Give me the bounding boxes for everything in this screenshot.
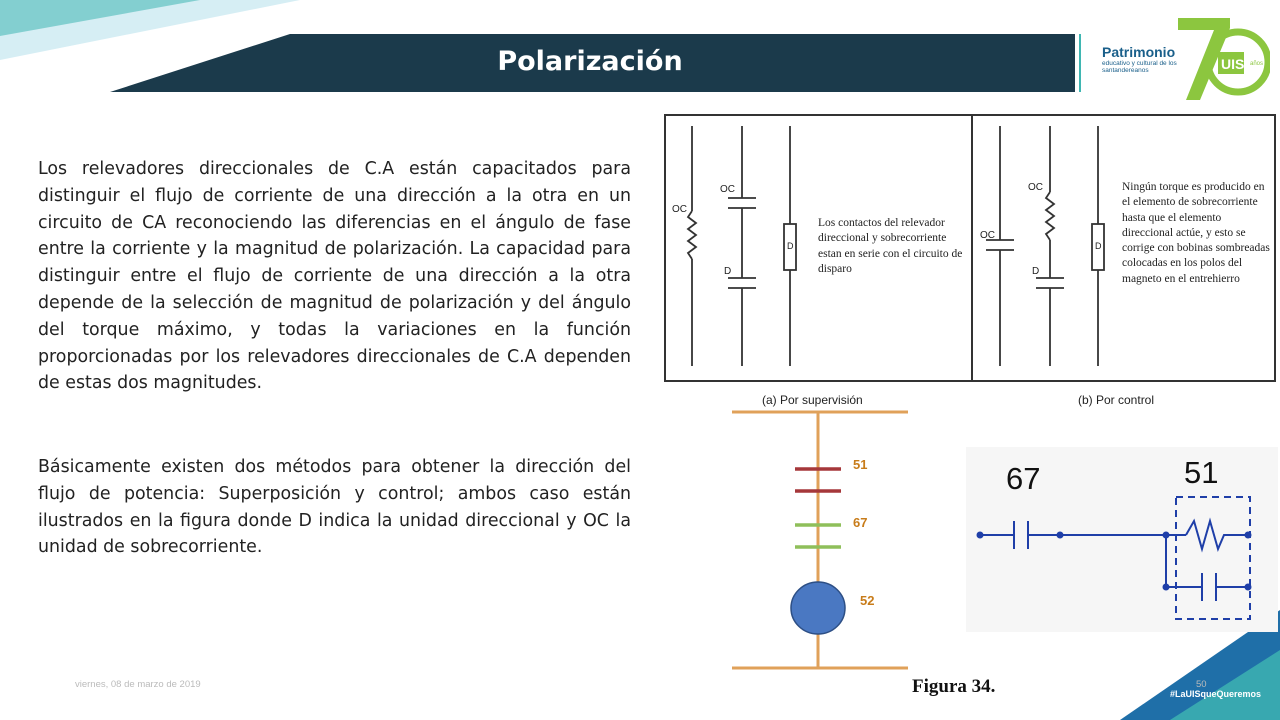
figure-caption: Figura 34. bbox=[912, 676, 996, 697]
body-paragraph-2: Básicamente existen dos métodos para obtener la dirección del flujo de potencia: Superposición y control; ambos caso están ilustrados en la figura donde D indica la unidad direccional y OC la unidad de sobrecorriente. bbox=[38, 457, 631, 558]
page-number: 50 bbox=[1196, 679, 1207, 690]
footer-hashtag: #LaUISqueQueremos bbox=[1170, 689, 1262, 699]
logo-name: Patrimonio bbox=[1102, 44, 1176, 60]
panel-a-caption: (a) Por supervisión bbox=[762, 393, 863, 407]
breaker-52 bbox=[791, 582, 845, 634]
logo-subtitle: educativo y cultural de los santandereanos bbox=[1102, 60, 1177, 74]
panel-a-note: Los contactos del relevador direccional y sobrecorriente estan en serie con el circuito de disparo bbox=[818, 217, 963, 275]
panel-b-oc1-label: OC bbox=[980, 230, 995, 241]
logo-brand: UIS bbox=[1221, 56, 1245, 72]
body-paragraph-1: Los relevadores direccionales de C.A están capacitados para distinguir el flujo de corriente de una dirección a la otra en un circuito de CA reconociendo las diferencias en el ángulo de fase entre la corriente y la magnitud de polarización. La capacidad para distinguir entre el flujo de corriente de una dirección a la otra depende de la selección de magnitud de polarización y del ángulo del torque máximo, y todas la variaciones en la función proporcionadas por los relevadores direccionales de C.A dependen de estas dos magnitudes. bbox=[38, 159, 631, 394]
panel-a-d2-label: D bbox=[787, 241, 794, 251]
wiring-51-label: 51 bbox=[1184, 455, 1219, 490]
relay-wiring-diagram bbox=[966, 447, 1278, 632]
panel-b-d2-label: D bbox=[1095, 241, 1102, 251]
panel-b-d1-label: D bbox=[1032, 266, 1040, 277]
relay-67-label: 67 bbox=[853, 515, 868, 530]
panel-a-oc1-label: OC bbox=[672, 204, 687, 215]
page-title: Polarización bbox=[497, 46, 683, 77]
panel-a-d1-label: D bbox=[724, 266, 732, 277]
panel-b-oc2-label: OC bbox=[1028, 182, 1043, 193]
panel-b-caption: (b) Por control bbox=[1078, 393, 1155, 407]
logo-years: años bbox=[1250, 61, 1264, 67]
footer-date: viernes, 08 de marzo de 2019 bbox=[75, 679, 201, 690]
panel-a-oc2-label: OC bbox=[720, 184, 735, 195]
single-line-diagram bbox=[720, 400, 920, 700]
breaker-52-label: 52 bbox=[860, 593, 875, 608]
wiring-67-label: 67 bbox=[1006, 461, 1041, 496]
relay-circuit-figure bbox=[664, 114, 1276, 382]
relay-51-label: 51 bbox=[853, 457, 868, 472]
panel-b-note: Ningún torque es producido en el elemento de sobrecorriente hasta que el elemento direccional actúe, y esto se corrige con bobinas sombreadas colocadas en los polos del magneto en el entrehierro bbox=[1122, 181, 1270, 285]
